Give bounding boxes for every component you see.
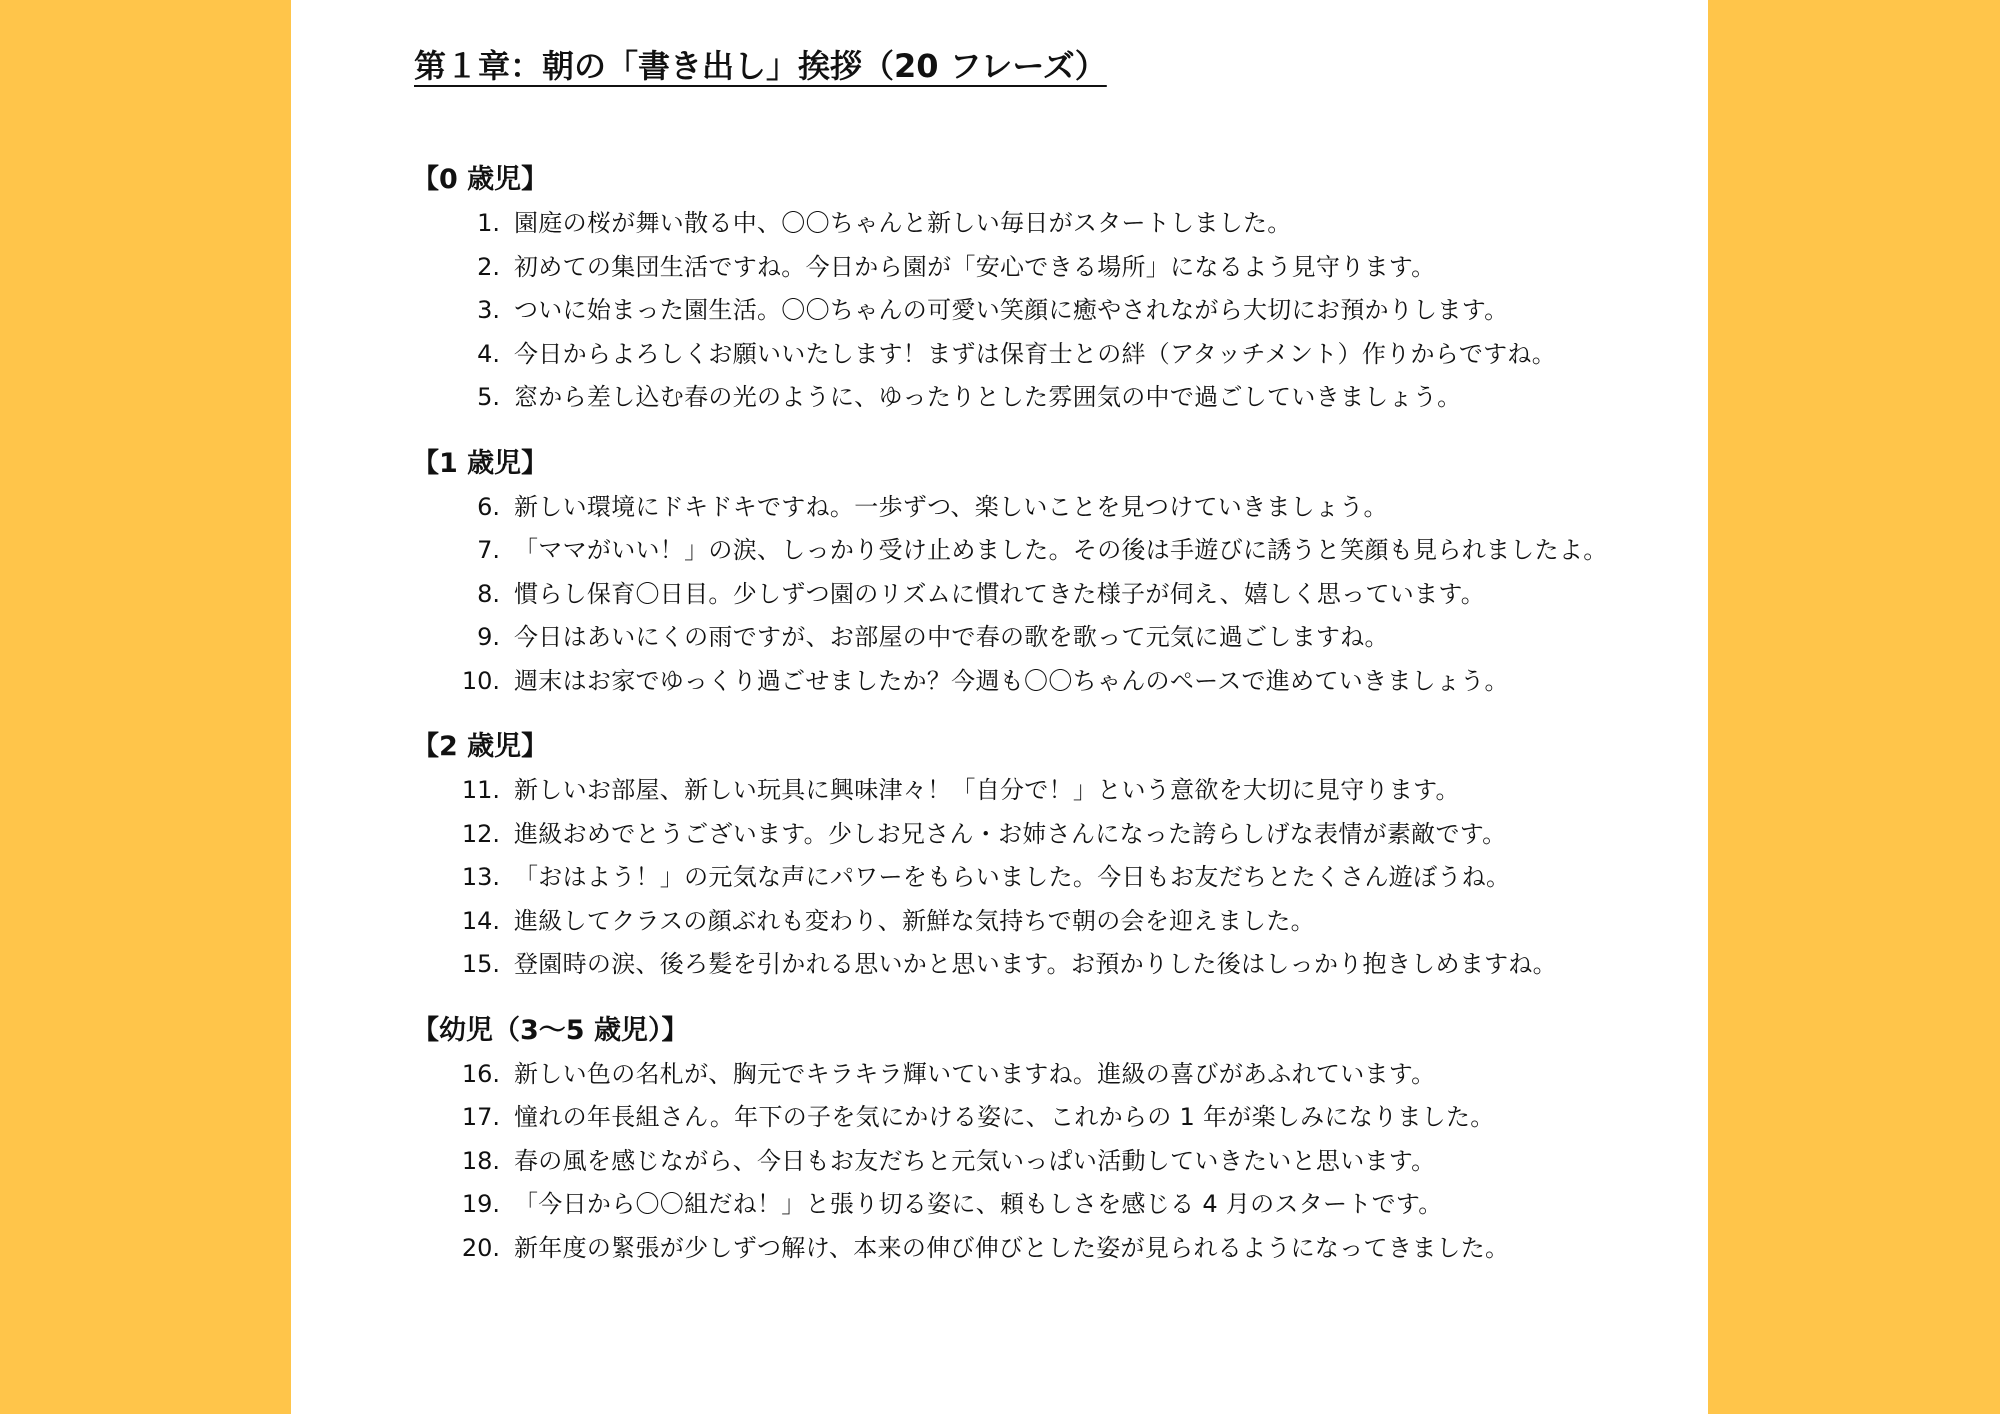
phrase-number: 10. <box>461 666 500 695</box>
phrase-number: 18. <box>461 1146 500 1175</box>
phrase-item <box>458 616 1704 660</box>
phrase-list <box>414 1053 1704 1271</box>
phrase-number: 11. <box>461 776 500 804</box>
phrase-text: 週末はお家でゆっくり過ごせましたか？今週も〇〇ちゃんのペースで進めていきましょう。 <box>514 666 1509 695</box>
phrase-item <box>458 943 1704 987</box>
phrase-text: 新しい環境にドキドキですね。一歩ずつ、楽しいことを見つけていきましょう。 <box>514 492 1388 521</box>
phrase-text: 慣らし保育〇日目。少しずつ園のリズムに慣れてきた様子が伺え、嬉しく思っています。 <box>514 579 1486 608</box>
phrase-number: 17. <box>461 1103 500 1131</box>
phrase-item <box>458 486 1704 530</box>
phrase-text: 園庭の桜が舞い散る中、〇〇ちゃんと新しい毎日がスタートしました。 <box>514 209 1292 237</box>
phrase-text: 春の風を感じながら、今日もお友だちと元気いっぱい活動していきたいと思います。 <box>514 1146 1436 1175</box>
phrase-number: 15. <box>461 950 500 978</box>
phrase-number: 3. <box>477 296 500 324</box>
phrase-number: 14. <box>461 906 500 935</box>
phrase-item <box>458 376 1704 420</box>
section-heading: 【0 歳児】 <box>412 164 549 195</box>
phrase-text: 今日からよろしくお願いいたします！まずは保育士との絆（アタッチメント）作りからですね。 <box>514 339 1557 368</box>
phrase-text: 新しいお部屋、新しい玩具に興味津々！「自分で！」という意欲を大切に見守ります。 <box>514 776 1460 804</box>
section-heading: 【幼児（3～5 歳児）】 <box>412 1014 689 1046</box>
document-page <box>291 0 1708 1414</box>
phrase-list <box>414 486 1704 704</box>
phrase-list <box>414 769 1704 987</box>
phrase-number: 13. <box>461 863 500 891</box>
phrase-text: 窓から差し込む春の光のように、ゆったりとした雰囲気の中で過ごしていきましょう。 <box>514 383 1462 411</box>
phrase-text: 新しい色の名札が、胸元でキラキラ輝いていますね。進級の喜びがあふれています。 <box>514 1059 1436 1088</box>
phrase-item <box>458 529 1704 573</box>
phrase-item <box>458 1140 1704 1184</box>
phrase-text: 進級してクラスの顔ぶれも変わり、新鮮な気持ちで朝の会を迎えました。 <box>514 906 1315 935</box>
section-age-3-5 <box>414 1009 1704 1271</box>
phrase-item <box>458 660 1704 704</box>
phrase-item <box>458 573 1704 617</box>
phrase-text: 進級おめでとうございます。少しお兄さん・お姉さんになった誇らしげな表情が素敵です。 <box>514 819 1507 848</box>
phrase-number: 6. <box>477 492 500 521</box>
phrase-item <box>458 202 1704 246</box>
phrase-list <box>414 202 1704 420</box>
section-heading: 【2 歳児】 <box>412 731 549 762</box>
phrase-item <box>458 1227 1704 1271</box>
phrase-number: 12. <box>461 819 500 848</box>
phrase-item <box>458 333 1704 377</box>
section-age-0 <box>414 158 1704 420</box>
phrase-number: 9. <box>477 623 500 651</box>
phrase-item <box>458 1183 1704 1227</box>
phrase-item <box>458 1096 1704 1140</box>
phrase-number: 7. <box>477 536 500 564</box>
section-age-2 <box>414 725 1704 987</box>
phrase-text: 新年度の緊張が少しずつ解け、本来の伸び伸びとした姿が見られるようになってきました。 <box>514 1233 1510 1262</box>
phrase-item <box>458 246 1704 290</box>
phrase-item <box>458 856 1704 900</box>
phrase-text: 憧れの年長組さん。年下の子を気にかける姿に、これからの 1 年が楽しみになりました。 <box>514 1103 1495 1131</box>
phrase-number: 8. <box>477 579 500 608</box>
phrase-item <box>458 813 1704 857</box>
section-heading: 【1 歳児】 <box>412 447 549 479</box>
phrase-text: 初めての集団生活ですね。今日から園が「安心できる場所」になるよう見守ります。 <box>514 252 1436 281</box>
phrase-text: 今日はあいにくの雨ですが、お部屋の中で春の歌を歌って元気に過ごしますね。 <box>514 623 1389 651</box>
chapter-title: 第１章：朝の「書き出し」挨拶（20 フレーズ） <box>414 47 1107 85</box>
section-age-1 <box>414 442 1704 704</box>
phrase-number: 20. <box>461 1233 500 1262</box>
document-content <box>414 34 1704 1292</box>
phrase-number: 2. <box>477 252 500 281</box>
phrase-number: 4. <box>477 339 500 368</box>
phrase-number: 5. <box>477 383 500 411</box>
phrase-number: 1. <box>477 209 500 237</box>
phrase-item <box>458 900 1704 944</box>
phrase-item <box>458 769 1704 813</box>
phrase-item <box>458 289 1704 333</box>
phrase-item <box>458 1053 1704 1097</box>
phrase-text: 「ママがいい！」の涙、しっかり受け止めました。その後は手遊びに誘うと笑顔も見られましたよ。 <box>514 536 1608 564</box>
phrase-text: 「おはよう！」の元気な声にパワーをもらいました。今日もお友だちとたくさん遊ぼうね。 <box>514 863 1511 891</box>
phrase-text: 登園時の涙、後ろ髪を引かれる思いかと思います。お預かりした後はしっかり抱きしめますね。 <box>514 950 1557 978</box>
phrase-text: 「今日から〇〇組だね！」と張り切る姿に、頼もしさを感じる 4 月のスタートです。 <box>514 1190 1443 1218</box>
phrase-number: 19. <box>461 1190 500 1218</box>
phrase-text: ついに始まった園生活。〇〇ちゃんの可愛い笑顔に癒やされながら大切にお預かりします。 <box>514 296 1509 324</box>
phrase-number: 16. <box>461 1059 500 1088</box>
